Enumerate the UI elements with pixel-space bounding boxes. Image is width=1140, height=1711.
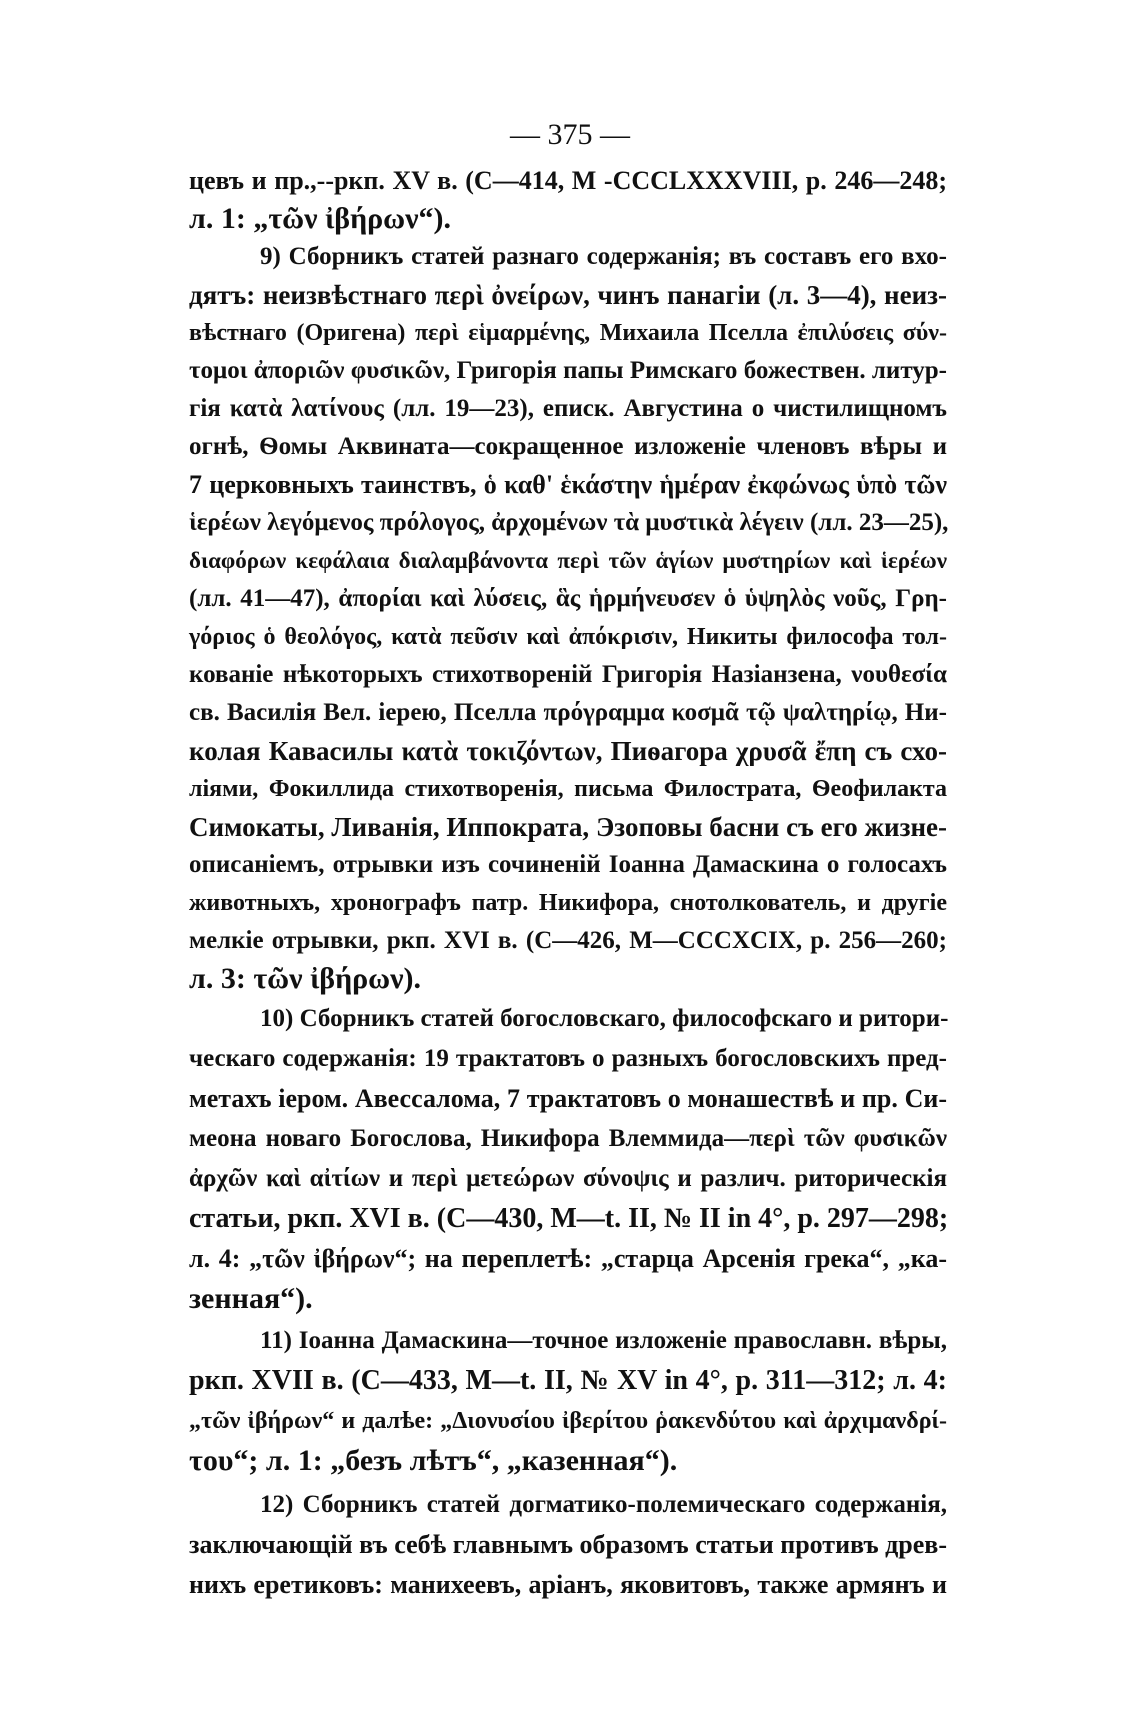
text-line: л. 3: τῶν ἰβήρων). [189,962,422,995]
text-line: л. 1: „τῶν ἰβήρων“). [189,202,452,235]
text-line: кованіе нѣкоторыхъ стихотвореній Григорія Назіанзена, νουθεσία [189,661,947,688]
text-line: ἱερέων λεγόμενος πρόλογος, ἀρχομένων τὰ μυστικὰ λέγειν (лл. 23—25), [189,509,949,536]
text-line: 9) Сборникъ статей разнаго содержанія; въ составъ его вхо- [260,243,947,270]
page-number: — 375 — [510,118,630,151]
text-line: л. 4: „τῶν ἰβήρων“; на переплетѣ: „старца Арсенія грека“, „ка- [189,1244,947,1273]
text-line: зенная“). [189,1282,313,1315]
text-line: Симокаты, Ливанія, Иппократа, Эзоповы басни съ его жизне- [189,812,947,842]
text-line: описаніемъ, отрывки изъ сочиненій Іоанна Дамаскина о голосахъ [189,851,947,878]
text-line: 11) Іоанна Дамаскина—точное изложеніе православн. вѣры, [260,1327,947,1354]
text-line: (лл. 41—47), ἀπορίαι καὶ λύσεις, ἃς ἡρμήνευσεν ὁ ὑψηλὸς νοῦς, Γρη- [189,585,947,612]
text-line: ческаго содержанія: 19 трактатовъ о разныхъ богословскихъ пред- [189,1045,947,1072]
text-line: колая Кавасилы κατὰ τοκιζόντων, Пиѳагора χρυσᾶ ἔπη съ схо- [189,736,947,766]
text-line: огнѣ, Ѳомы Аквината—сокращенное изложеніе членовъ вѣры и [189,433,947,460]
text-line: заключающій въ себѣ главнымъ образомъ статьи противъ древ- [189,1530,947,1559]
text-line: нихъ еретиковъ: манихеевъ, аріанъ, яковитовъ, также армянъ и [189,1570,947,1599]
text-line: метахъ іером. Авессалома, 7 трактатовъ о монашествѣ и пр. Си- [189,1084,947,1113]
text-line: гія κατὰ λατίνους (лл. 19—23), еписк. Августина о чистилищномъ [189,395,947,422]
text-line: меона новаго Богослова, Никифора Влеммида—περὶ τῶν φυσικῶν [189,1125,947,1152]
text-line: του“; л. 1: „безъ лѣтъ“, „казенная“). [189,1444,678,1477]
text-line: цевъ и пр.,--ркп. XV в. (С—414, M -CCCLXXXVIII, p. 246—248; [189,166,947,195]
text-line: мелкіе отрывки, ркп. XVI в. (С—426, M—CCCXCIX, p. 256—260; [189,927,947,954]
text-line: διαφόρων κεφάλαια διαλαμβάνοντα περὶ τῶν ἁγίων μυστηρίων καὶ ἱερέων [189,548,947,573]
text-line: τομοι ἀποριῶν φυσικῶν, Григорія папы Римскаго божествен. литур- [189,357,947,384]
text-line: статьи, ркп. XVI в. (С—430, M—t. II, № II in 4°, p. 297—298; [189,1203,949,1234]
text-line: γόριος ὁ θεολόγος, κατὰ πεῦσιν καὶ ἀπόκρισιν, Никиты философа тол- [189,624,947,650]
text-line: 10) Сборникъ статей богословскаго, философскаго и ритори- [260,1005,949,1032]
text-line: „τῶν ἰβήρων“ и далѣе: „Διονυσίου ἰβερίτου ῥακενδύτου καὶ ἀρχιμανδρί- [189,1408,947,1434]
text-line: ἀρχῶν καὶ αἰτίων и περὶ μετεώρων σύνοψις и различ. риторическія [189,1165,947,1192]
text-line: св. Василія Вел. іерею, Пселла πρόγραμμα κοσμᾶ τῷ ψαλτηρίῳ, Ни- [189,699,947,726]
text-line: 7 церковныхъ таинствъ, ὁ καθ' ἑκάστην ἡμέραν ἐκφώνως ὑπὸ τῶν [189,470,947,499]
text-line: вѣстнаго (Оригена) περὶ εἱμαρμένης, Михаила Пселла ἐπιλύσεις σύν- [189,320,947,346]
text-line: 12) Сборникъ статей догматико-полемическаго содержанія, [260,1491,947,1518]
text-line: ліями, Фокиллида стихотворенія, письма Филострата, Ѳеофилакта [189,776,947,802]
text-line: ркп. XVII в. (С—433, M—t. II, № XV in 4°, p. 311—312; л. 4: [189,1365,947,1396]
text-line: животныхъ, хронографъ патр. Никифора, снотолкователь, и другіе [189,890,947,916]
text-line: дятъ: неизвѣстнаго περὶ ὀνείρων, чинъ панагіи (л. 3—4), неиз- [189,280,947,310]
